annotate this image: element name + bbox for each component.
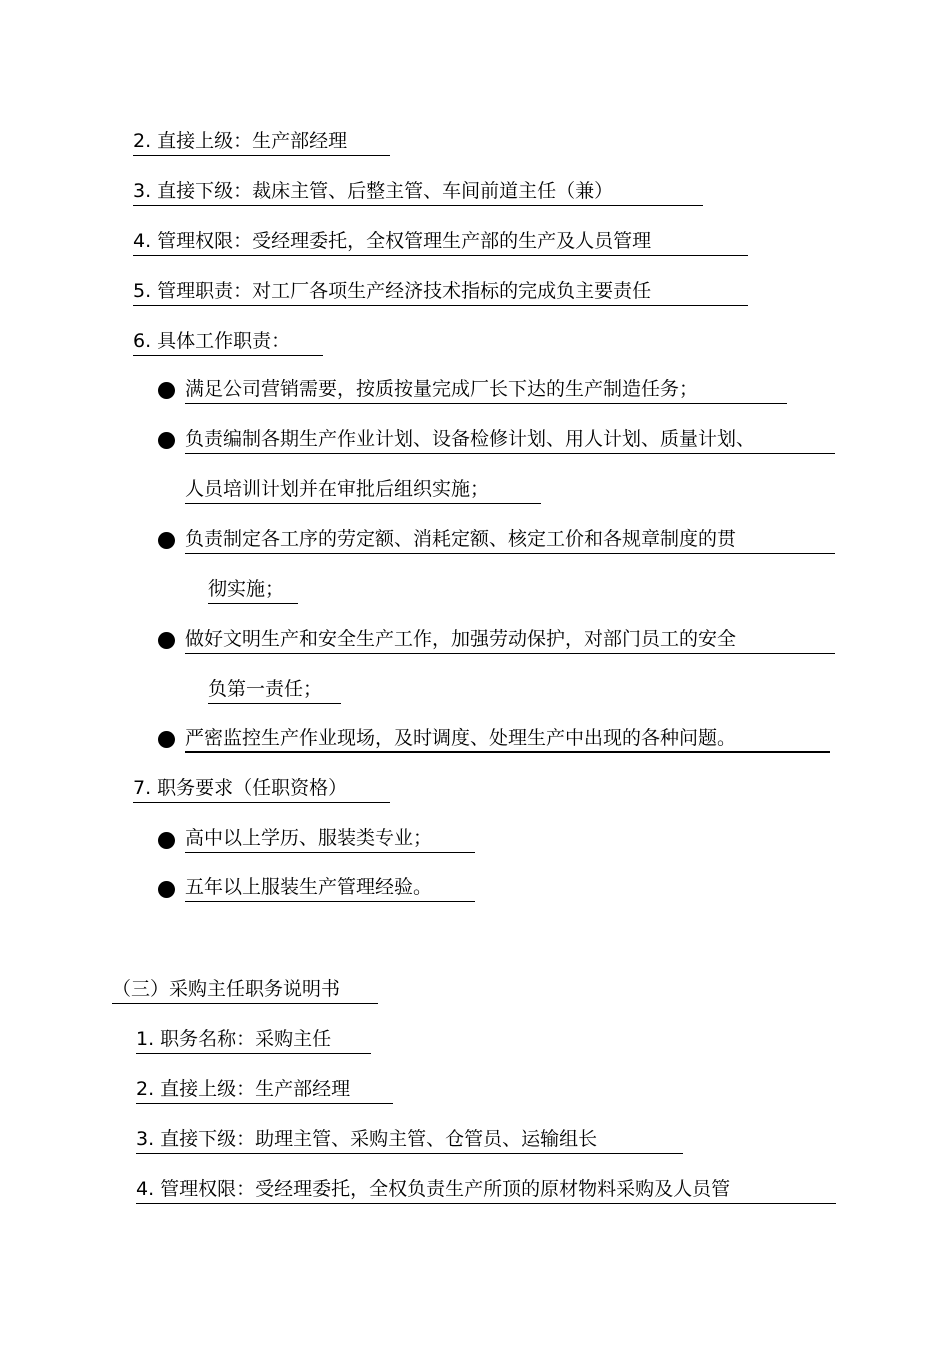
- duty-item: 负责制定各工序的劳定额、消耗定额、核定工价和各规章制度的贯: [185, 528, 835, 554]
- duty-item-continuation: 彻实施；: [208, 578, 298, 604]
- duty-item: 满足公司营销需要，按质按量完成厂长下达的生产制造任务；: [185, 378, 787, 404]
- bullet-icon: [158, 731, 175, 748]
- item-authority: 4. 管理权限：受经理委托，全权负责生产所顶的原材物料采购及人员管: [136, 1178, 836, 1204]
- item-direct-subordinates: 3. 直接下级：裁床主管、后整主管、车间前道主任（兼）: [133, 180, 703, 206]
- item-responsibility: 5. 管理职责：对工厂各项生产经济技术指标的完成负主要责任: [133, 280, 748, 306]
- item-direct-subordinates: 3. 直接下级：助理主管、采购主管、仓管员、运输组长: [136, 1128, 683, 1154]
- duty-item: 负责编制各期生产作业计划、设备检修计划、用人计划、质量计划、: [185, 428, 835, 454]
- item-direct-superior: 2. 直接上级：生产部经理: [133, 130, 390, 156]
- item-job-title: 1. 职务名称：采购主任: [136, 1028, 371, 1054]
- section-title: （三）采购主任职务说明书: [112, 978, 378, 1004]
- requirement-item: 高中以上学历、服装类专业；: [185, 827, 475, 853]
- item-authority: 4. 管理权限：受经理委托，全权管理生产部的生产及人员管理: [133, 230, 748, 256]
- bullet-icon: [158, 382, 175, 399]
- item-direct-superior: 2. 直接上级：生产部经理: [136, 1078, 393, 1104]
- bullet-icon: [158, 881, 175, 898]
- requirements-heading: 7. 职务要求（任职资格）: [133, 777, 390, 803]
- requirement-item: 五年以上服装生产管理经验。: [185, 876, 475, 902]
- bullet-icon: [158, 832, 175, 849]
- duty-item-continuation: 负第一责任；: [208, 678, 341, 704]
- duty-item: 严密监控生产作业现场，及时调度、处理生产中出现的各种问题。: [185, 727, 830, 753]
- bullet-icon: [158, 632, 175, 649]
- duty-item-continuation: 人员培训计划并在审批后组织实施；: [185, 478, 541, 504]
- bullet-icon: [158, 432, 175, 449]
- bullet-icon: [158, 532, 175, 549]
- duty-item: 做好文明生产和安全生产工作，加强劳动保护，对部门员工的安全: [185, 628, 835, 654]
- item-specific-duties-heading: 6. 具体工作职责：: [133, 330, 323, 356]
